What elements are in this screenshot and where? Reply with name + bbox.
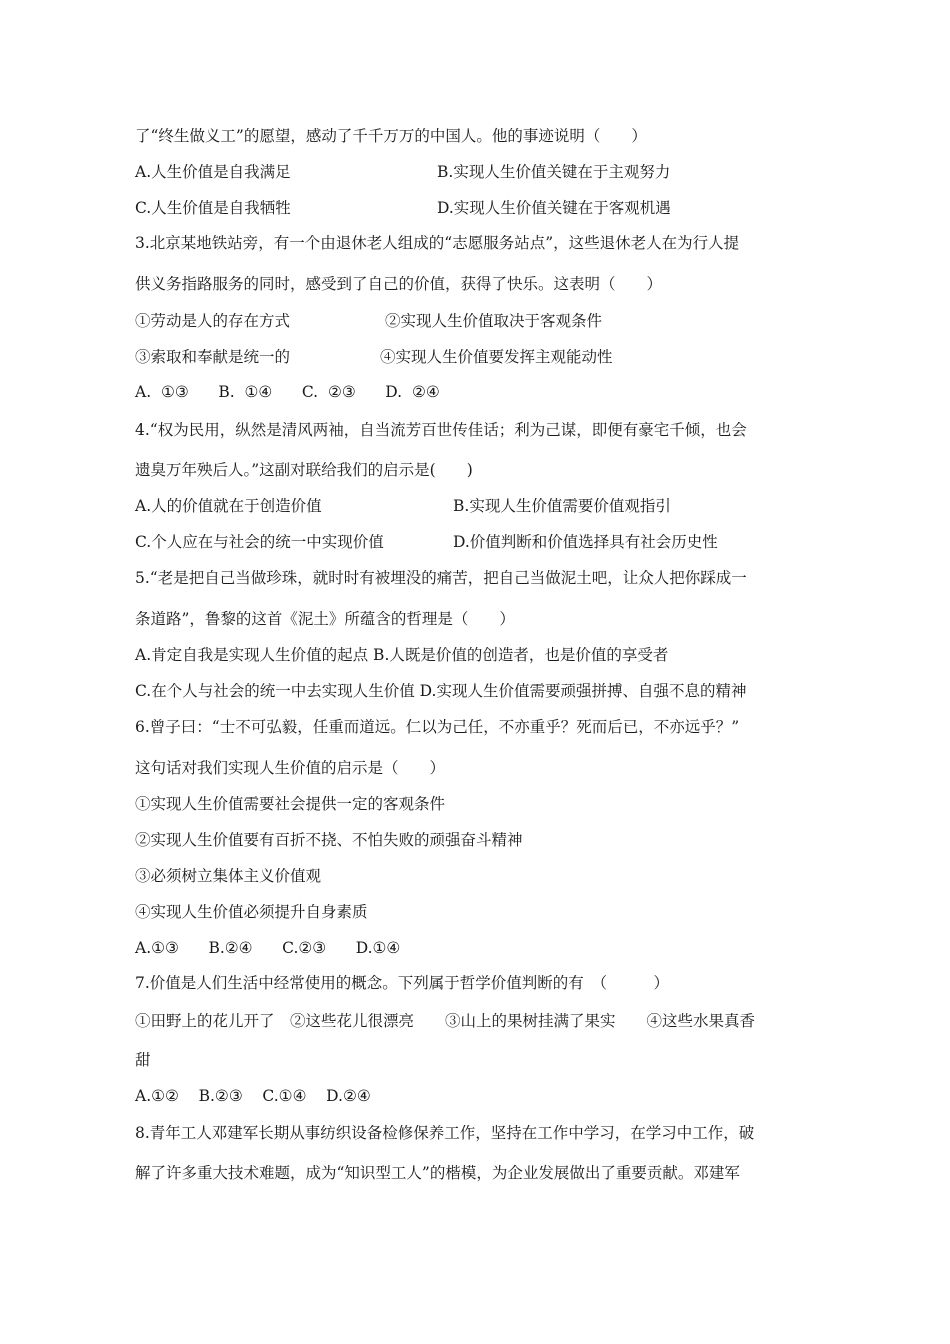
q6-item-1: ①实现人生价值需要社会提供一定的客观条件 <box>135 795 446 813</box>
q5-stem-line-2: 条道路”，鲁黎的这首《泥土》所蕴含的哲理是（ ） <box>135 610 515 628</box>
q4-option-b: B.实现人生价值需要价值观指引 <box>453 497 671 515</box>
q6-item-4: ④实现人生价值必须提升自身素质 <box>135 903 368 921</box>
q5-stem-line-1: 5.“老是把自己当做珍珠，就时时有被埋没的痛苦，把自己当做泥土吧，让众人把你踩成一 <box>135 569 747 587</box>
q5-options-cd: C.在个人与社会的统一中去实现人生价值 D.实现人生价值需要顽强拼搏、自强不息的精神 <box>135 682 747 700</box>
q4-option-d: D.价值判断和价值选择具有社会历史性 <box>453 533 718 551</box>
q2-option-a: A.人生价值是自我满足 <box>135 163 291 181</box>
q3-item-1: ①劳动是人的存在方式 <box>135 312 291 330</box>
q3-item-3: ③索取和奉献是统一的 <box>135 348 291 366</box>
q7-stem: 7.价值是人们生活中经常使用的概念。下列属于哲学价值判断的有 （ ） <box>135 974 670 992</box>
q2-option-c: C.人生价值是自我牺牲 <box>135 199 291 217</box>
q7-items-line-1: ①田野上的花儿开了 ②这些花儿很漂亮 ③山上的果树挂满了果实 ④这些水果真香 <box>135 1012 756 1030</box>
q2-option-d: D.实现人生价值关键在于客观机遇 <box>437 199 671 217</box>
q6-item-2: ②实现人生价值要有百折不挠、不怕失败的顽强奋斗精神 <box>135 831 523 849</box>
q4-stem-line-1: 4.“权为民用，纵然是清风两袖，自当流芳百世传佳话；利为己谋，即便有豪宅千倾，也会 <box>135 421 747 439</box>
q5-options-ab: A.肯定自我是实现人生价值的起点 B.人既是价值的创造者，也是价值的享受者 <box>135 646 669 664</box>
q7-items-line-2: 甜 <box>135 1051 151 1069</box>
q6-stem-line-1: 6.曾子曰：“士不可弘毅，任重而道远。仁以为己任，不亦重乎？死而后已，不亦远乎？” <box>135 718 740 736</box>
q8-stem-line-1: 8.青年工人邓建军长期从事纺织设备检修保养工作，坚持在工作中学习，在学习中工作，破 <box>135 1124 755 1142</box>
q7-choices: A.①② B.②③ C.①④ D.②④ <box>135 1087 371 1105</box>
q3-item-4: ④实现人生价值要发挥主观能动性 <box>380 348 613 366</box>
q3-stem-line-1: 3.北京某地铁站旁，有一个由退休老人组成的“志愿服务站点”，这些退休老人在为行人提 <box>135 234 740 252</box>
q6-item-3: ③必须树立集体主义价值观 <box>135 867 322 885</box>
q3-choices: A. ①③ B. ①④ C. ②③ D. ②④ <box>135 383 440 401</box>
q4-stem-line-2: 遗臭万年殃后人。”这副对联给我们的启示是( ) <box>135 461 473 479</box>
q2-option-b: B.实现人生价值关键在于主观努力 <box>437 163 671 181</box>
q4-option-a: A.人的价值就在于创造价值 <box>135 497 322 515</box>
q2-stem-tail: 了“终生做义工”的愿望，感动了千千万万的中国人。他的事迹说明（ ） <box>135 127 647 145</box>
q4-option-c: C.个人应在与社会的统一中实现价值 <box>135 533 384 551</box>
q6-stem-line-2: 这句话对我们实现人生价值的启示是（ ） <box>135 759 446 777</box>
q3-stem-line-2: 供义务指路服务的同时，感受到了自己的价值，获得了快乐。这表明（ ） <box>135 275 663 293</box>
q6-choices: A.①③ B.②④ C.②③ D.①④ <box>135 939 401 957</box>
q8-stem-line-2: 解了许多重大技术难题，成为“知识型工人”的楷模，为企业发展做出了重要贡献。邓建军 <box>135 1164 740 1182</box>
q3-item-2: ②实现人生价值取决于客观条件 <box>385 312 603 330</box>
